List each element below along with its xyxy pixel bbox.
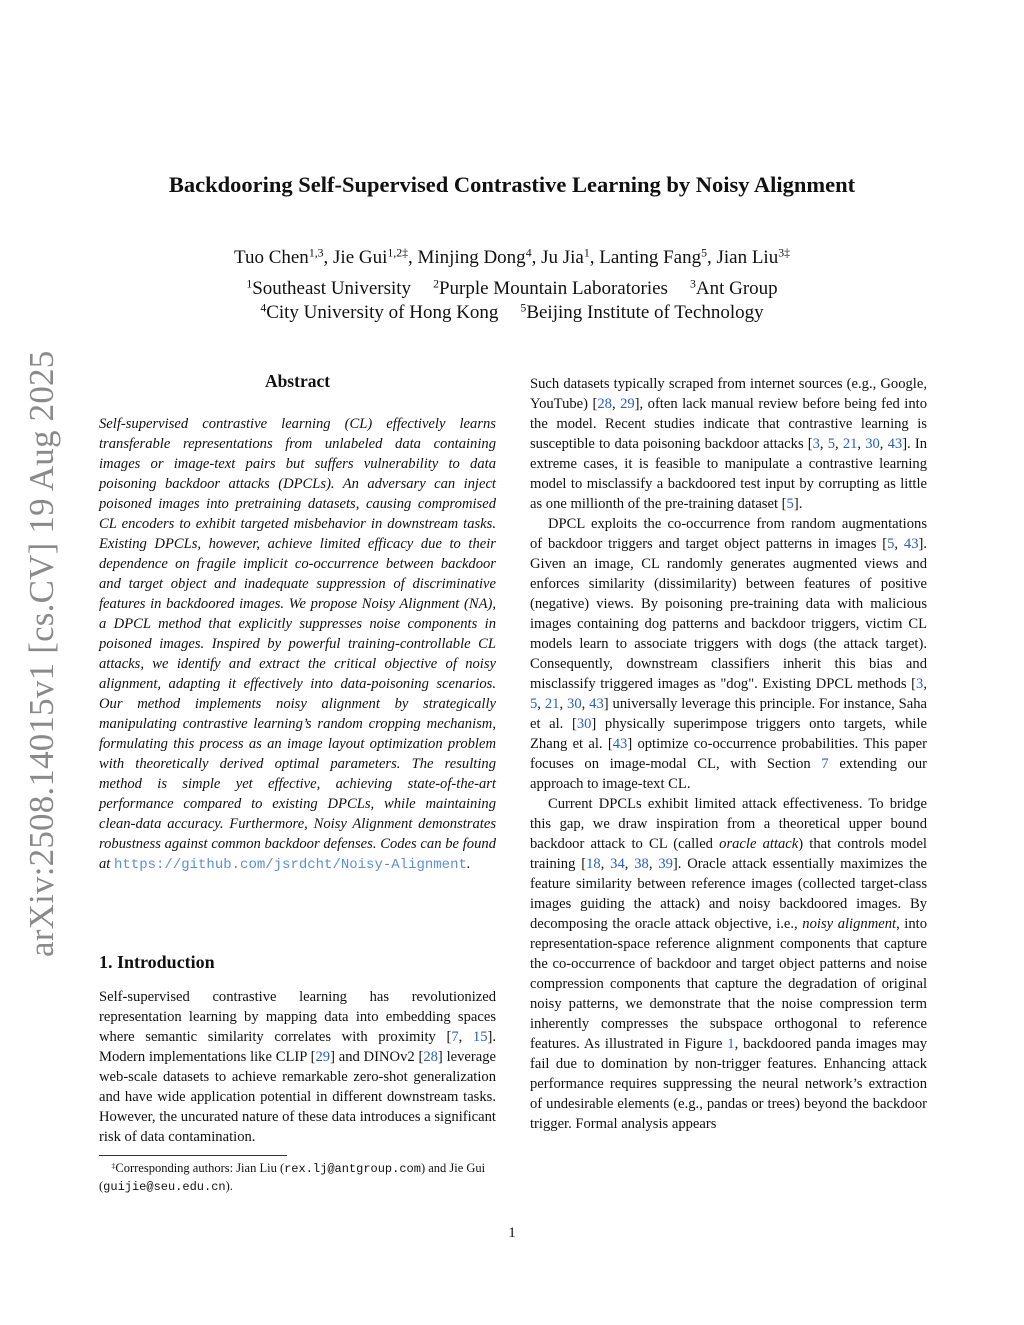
citation-link[interactable]: 29 [315, 1049, 331, 1065]
citation-link[interactable]: 30 [865, 436, 880, 452]
citation-link[interactable]: 30 [567, 696, 582, 712]
paper-title: Backdooring Self-Supervised Contrastive Learning by Noisy Alignment [168, 172, 856, 197]
citation-link[interactable]: 5 [887, 536, 895, 552]
citation-link[interactable]: 39 [658, 856, 673, 872]
figure-reference-link[interactable]: 1 [727, 1036, 735, 1052]
citation-link[interactable]: 43 [887, 436, 903, 452]
author-list: Tuo Chen$^{1,3}$, Jie Gui$^{1,2\ddagger}$, Minjing Dong$^4$, Ju Jia$^1$, Lanting Fang$^5$, Jian Liu$^{3\ddagger}$ [234, 246, 790, 268]
affiliations-line-2: $^4$City University of Hong Kong $^5$Beijing Institute of Technology [260, 301, 764, 323]
citation-link[interactable]: 5 [530, 696, 538, 712]
page-number: 1 [508, 1225, 516, 1241]
citation-link[interactable]: 18 [586, 856, 601, 872]
citation-link[interactable]: 3 [916, 676, 924, 692]
introduction-heading: 1. Introduction [99, 952, 215, 972]
citation-link[interactable]: 28 [423, 1049, 438, 1065]
citation-link[interactable]: 21 [842, 436, 858, 452]
citation-link[interactable]: 3 [812, 436, 820, 452]
citation-link[interactable]: 21 [544, 696, 560, 712]
email-jie-gui[interactable]: guijie@seu.edu.cn [103, 1180, 226, 1194]
citation-link[interactable]: 34 [610, 856, 625, 872]
footnote-divider [99, 1155, 287, 1156]
citation-link[interactable]: 15 [472, 1029, 488, 1045]
arxiv-identifier: arXiv:2508.14015v1 [cs.CV] 19 Aug 2025 [22, 350, 61, 957]
affiliations-line-1: $^1$Southeast University $^2$Purple Mountain Laboratories $^3$Ant Group [246, 277, 778, 299]
right-paragraph-1: Such datasets typically scraped from internet sources (e.g., Google, YouTube) [28, 29], often lack manual review before being fed into the model. Recent studies indicate that contrastive learning is susceptible to data poisoning backdoor attacks [3, 5, 21, 30, 43]. In extreme cases, it is feasible to manipulate a contrastive learning model to misclassify a backdoored test input by corrupting as little as one millionth of the pre-training dataset [5]. [530, 376, 927, 512]
citation-link[interactable]: 7 [451, 1029, 459, 1045]
citation-link[interactable]: 5 [827, 436, 836, 452]
citation-link[interactable]: 5 [786, 496, 794, 512]
citation-link[interactable]: 38 [634, 856, 649, 872]
right-paragraph-3: Current DPCLs exhibit limited attack effectiveness. To bridge this gap, we draw inspiration from a theoretical upper bound backdoor attack to CL (called oracle attack) that controls model training [18, 34, 38, 39]. Oracle attack essentially maximizes the feature similarity between reference images (collected target-class images guiding the attack) and noisy backdoored images. By decomposing the oracle attack objective, i.e., noisy alignment, into representation-space reference alignment components that capture the co-occurrence of backdoor and target object patterns and noise compression components that capture the degradation of original noisy patterns, we demonstrate that the noise compression term inherently compresses the subspace orthogonal to reference features. As illustrated in Figure 1, backdoored panda images may fail due to domination by non-trigger features. Enhancing attack performance requires suppressing the neural network’s extraction of undesirable elements (e.g., pandas or trees) beyond the backdoor trigger. Formal analysis appears [530, 796, 928, 1132]
email-jian-liu[interactable]: rex.lj@antgroup.com [284, 1162, 421, 1176]
abstract-body: Self-supervised contrastive learning (CL) effectively learns transferable representations from unlabeled data containing images or image-text pairs but suffers vulnerability to data poisoning backdoor attacks (DPCLs). An adversary can inject poisoned images into pretraining datasets, causing compromised CL encoders to exhibit targeted misbehavior in downstream tasks. Existing DPCLs, however, achieve limited efficacy due to their dependence on fragile implicit co-occurrence between backdoor and target object and inadequate suppression of discriminative features in backdoored images. We propose Noisy Alignment (NA), a DPCL method that explicitly suppresses noise components in poisoned images. Inspired by powerful training-controllable CL attacks, we identify and extract the critical objective of noisy alignment, adapting it effectively into data-poisoning scenarios. Our method implements noisy alignment by strategically manipulating contrastive learning’s random cropping mechanism, formulating this process as an image layout optimization problem with theoretically derived optimal parameters. The resulting method is simple yet effective, achieving state-of-the-art performance compared to existing DPCLs, while maintaining clean-data accuracy. Furthermore, Noisy Alignment demonstrates robustness against common backdoor defenses. Codes can be found at https://github.com/jsrdcht/Noisy-Alignment. [99, 416, 496, 873]
introduction-paragraph: Self-supervised contrastive learning has revolutionized representation learning by mapping data into embedding spaces where semantic similarity correlates with proximity [7, 15]. Modern implementations like CLIP [29] and DINOv2 [28] leverage web-scale datasets to achieve remarkable zero-shot generalization and have wide application potential in different downstream tasks. However, the uncurated nature of these data introduces a significant risk of data contamination. [99, 989, 496, 1145]
section-reference-link[interactable]: 7 [821, 756, 829, 772]
right-column-body [530, 374, 927, 1134]
code-repository-link[interactable]: https://github.com/jsrdcht/Noisy-Alignment [114, 857, 467, 873]
citation-link[interactable]: 43 [612, 736, 628, 752]
citation-link[interactable]: 43 [903, 536, 919, 552]
citation-link[interactable]: 30 [576, 716, 592, 732]
right-paragraph-2: DPCL exploits the co-occurrence from random augmentations of backdoor triggers and target object patterns in images [5, 43]. Given an image, CL randomly generates augmented views and enforces similarity (dissimilarity) between features of positive (negative) views. By poisoning pre-training data with malicious images containing dog patterns and backdoor triggers, victim CL models learn to associate triggers with dogs (the attack target). Consequently, downstream classifiers inherit this bias and misclassify triggered images as "dog". Existing DPCL methods [3, 5, 21, 30, 43] universally leverage this principle. For instance, Saha et al. [30] physically superimpose triggers onto targets, while Zhang et al. [43] optimize co-occurrence probabilities. This paper focuses on image-modal CL, with Section 7 extending our approach to image-text CL. [530, 516, 927, 792]
corresponding-authors-footnote: ‡Corresponding authors: Jian Liu (rex.lj@antgroup.com) and Jie Gui (guijie@seu.edu.cn). [99, 1160, 486, 1194]
citation-link[interactable]: 29 [620, 396, 635, 412]
citation-link[interactable]: 43 [589, 696, 604, 712]
abstract-heading: Abstract [264, 371, 331, 391]
citation-link[interactable]: 28 [597, 396, 612, 412]
